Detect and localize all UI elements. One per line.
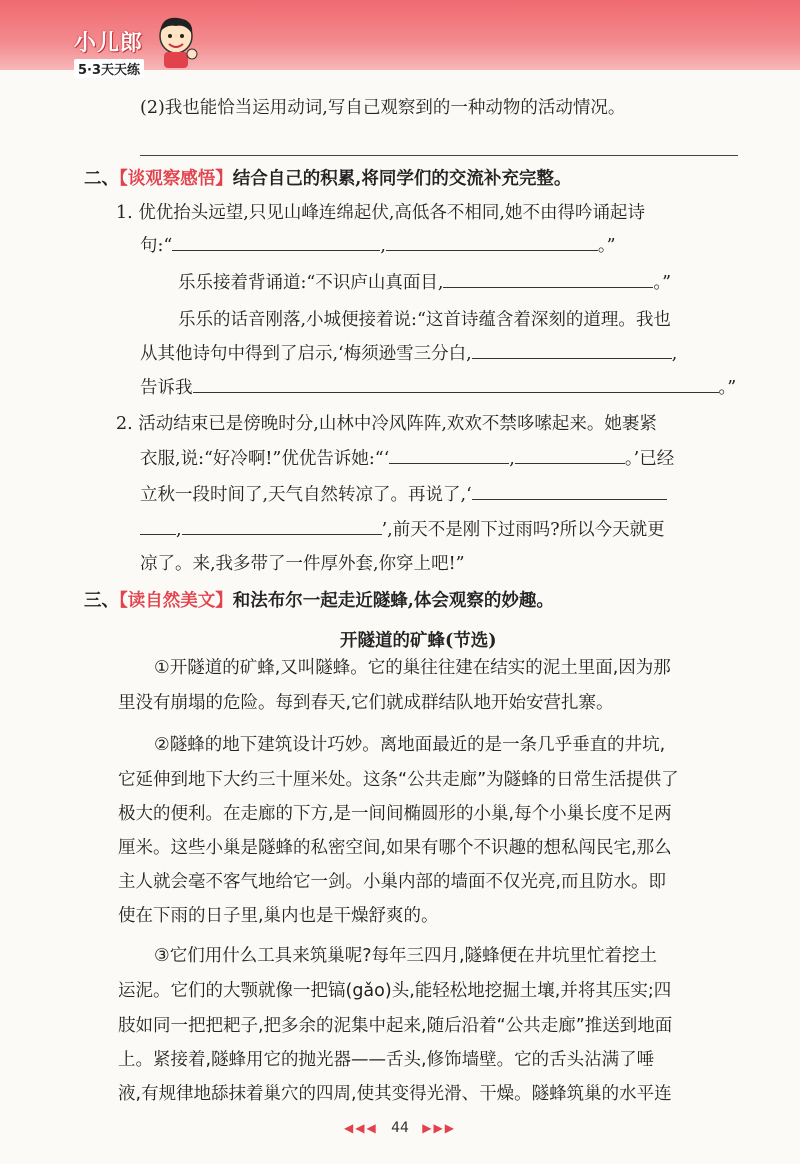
article-line: ②隧蜂的地下建筑设计巧妙。离地面最近的是一条几乎垂直的井坑, <box>154 735 666 755</box>
poem-blank-1[interactable] <box>172 249 380 251</box>
item-2-line-1: 2. 活动结束已是傍晚时分,山林中冷风阵阵,欢欢不禁哆嗦起来。她裹紧 <box>116 414 657 434</box>
poem-blank-6[interactable] <box>389 462 509 464</box>
item-2-line-5: 凉了。来,我多带了一件厚外套,你穿上吧!” <box>140 554 465 574</box>
series-label: 5·3天天练 <box>74 59 144 78</box>
right-arrows-icon: ▶▶▶ <box>422 1121 456 1135</box>
item-1-line-2: 句:“ , 。” <box>140 236 616 256</box>
poem-blank-3[interactable] <box>443 286 653 288</box>
page-number: 44 <box>391 1120 409 1136</box>
page-footer <box>0 1120 800 1136</box>
item-1-line-6: 告诉我 。” <box>140 378 737 398</box>
poem-blank-9[interactable] <box>182 533 382 535</box>
item-1-line-5: 从其他诗句中得到了启示,‘梅须逊雪三分白, , <box>140 344 678 364</box>
section-2-tag: 【谈观察感悟】 <box>119 169 233 189</box>
left-arrows-icon: ◀◀◀ <box>344 1121 378 1135</box>
logo-text: 小儿郎 <box>74 31 144 56</box>
question-1-part-2: (2)我也能恰当运用动词,写自己观察到的一种动物的活动情况。 <box>140 98 626 118</box>
article-line: 主人就会毫不客气地给它一剑。小巢内部的墙面不仅光亮,而且防水。即 <box>118 872 667 892</box>
article-line: 使在下雨的日子里,巢内也是干燥舒爽的。 <box>118 906 439 926</box>
article-line: 运泥。它们的大颚就像一把镐(gǎo)头,能轻松地挖掘土壤,并将其压实;四 <box>118 981 672 1001</box>
answer-line[interactable] <box>140 155 738 156</box>
poem-blank-8-cont[interactable] <box>140 533 176 535</box>
item-1-line-4: 乐乐的话音刚落,小城便接着说:“这首诗蕴含着深刻的道理。我也 <box>178 310 671 330</box>
article-line: 肢如同一把把耙子,把多余的泥集中起来,随后沿着“公共走廊”推送到地面 <box>118 1016 673 1036</box>
section-2-heading: 二、【谈观察感悟】结合自己的积累,将同学们的交流补充完整。 <box>84 169 572 189</box>
item-2-line-4: , ’,前天不是刚下过雨吗?所以今天就更 <box>140 522 665 540</box>
article-line: 它延伸到地下大约三十厘米处。这条“公共走廊”为隧蜂的日常生活提供了 <box>118 770 679 790</box>
poem-blank-4[interactable] <box>472 357 672 359</box>
item-2-line-3: 立秋一段时间了,天气自然转凉了。再说了,‘ <box>140 487 667 505</box>
item-2-line-2: 衣服,说:“好冷啊!”优优告诉她:“‘ , 。’已经 <box>140 449 675 469</box>
article-line: 厘米。这些小巢是隧蜂的私密空间,如果有哪个不识趣的想私闯民宅,那么 <box>118 838 672 858</box>
article-title: 开隧道的矿蜂(节选) <box>340 631 497 651</box>
section-3-tag: 【读自然美文】 <box>119 591 233 611</box>
poem-blank-7[interactable] <box>515 462 625 464</box>
item-1-line-1: 1. 优优抬头远望,只见山峰连绵起伏,高低各不相同,她不由得吟诵起诗 <box>116 203 645 223</box>
mascot-icon <box>152 14 200 70</box>
article-line: 上。紧接着,隧蜂用它的抛光器——舌头,修饰墙壁。它的舌头沾满了唾 <box>118 1050 655 1070</box>
poem-blank-2[interactable] <box>386 249 598 251</box>
article-line: ①开隧道的矿蜂,又叫隧蜂。它的巢往往建在结实的泥土里面,因为那 <box>154 658 671 678</box>
article-line: 液,有规律地舔抹着巢穴的四周,使其变得光滑、干燥。隧蜂筑巢的水平连 <box>118 1084 672 1104</box>
poem-blank-8[interactable] <box>472 498 667 500</box>
brand-logo <box>74 26 144 78</box>
item-1-line-3: 乐乐接着背诵道:“不识庐山真面目, 。” <box>178 273 672 293</box>
article-line: ③它们用什么工具来筑巢呢?每年三四月,隧蜂便在井坑里忙着挖土 <box>154 946 658 966</box>
article-line: 极大的便利。在走廊的下方,是一间间椭圆形的小巢,每个小巢长度不足两 <box>118 804 672 824</box>
article-line: 里没有崩塌的危险。每到春天,它们就成群结队地开始安营扎寨。 <box>118 693 614 713</box>
poem-blank-5[interactable] <box>193 391 719 393</box>
section-3-heading: 三、【读自然美文】和法布尔一起走近隧蜂,体会观察的妙趣。 <box>84 591 554 611</box>
